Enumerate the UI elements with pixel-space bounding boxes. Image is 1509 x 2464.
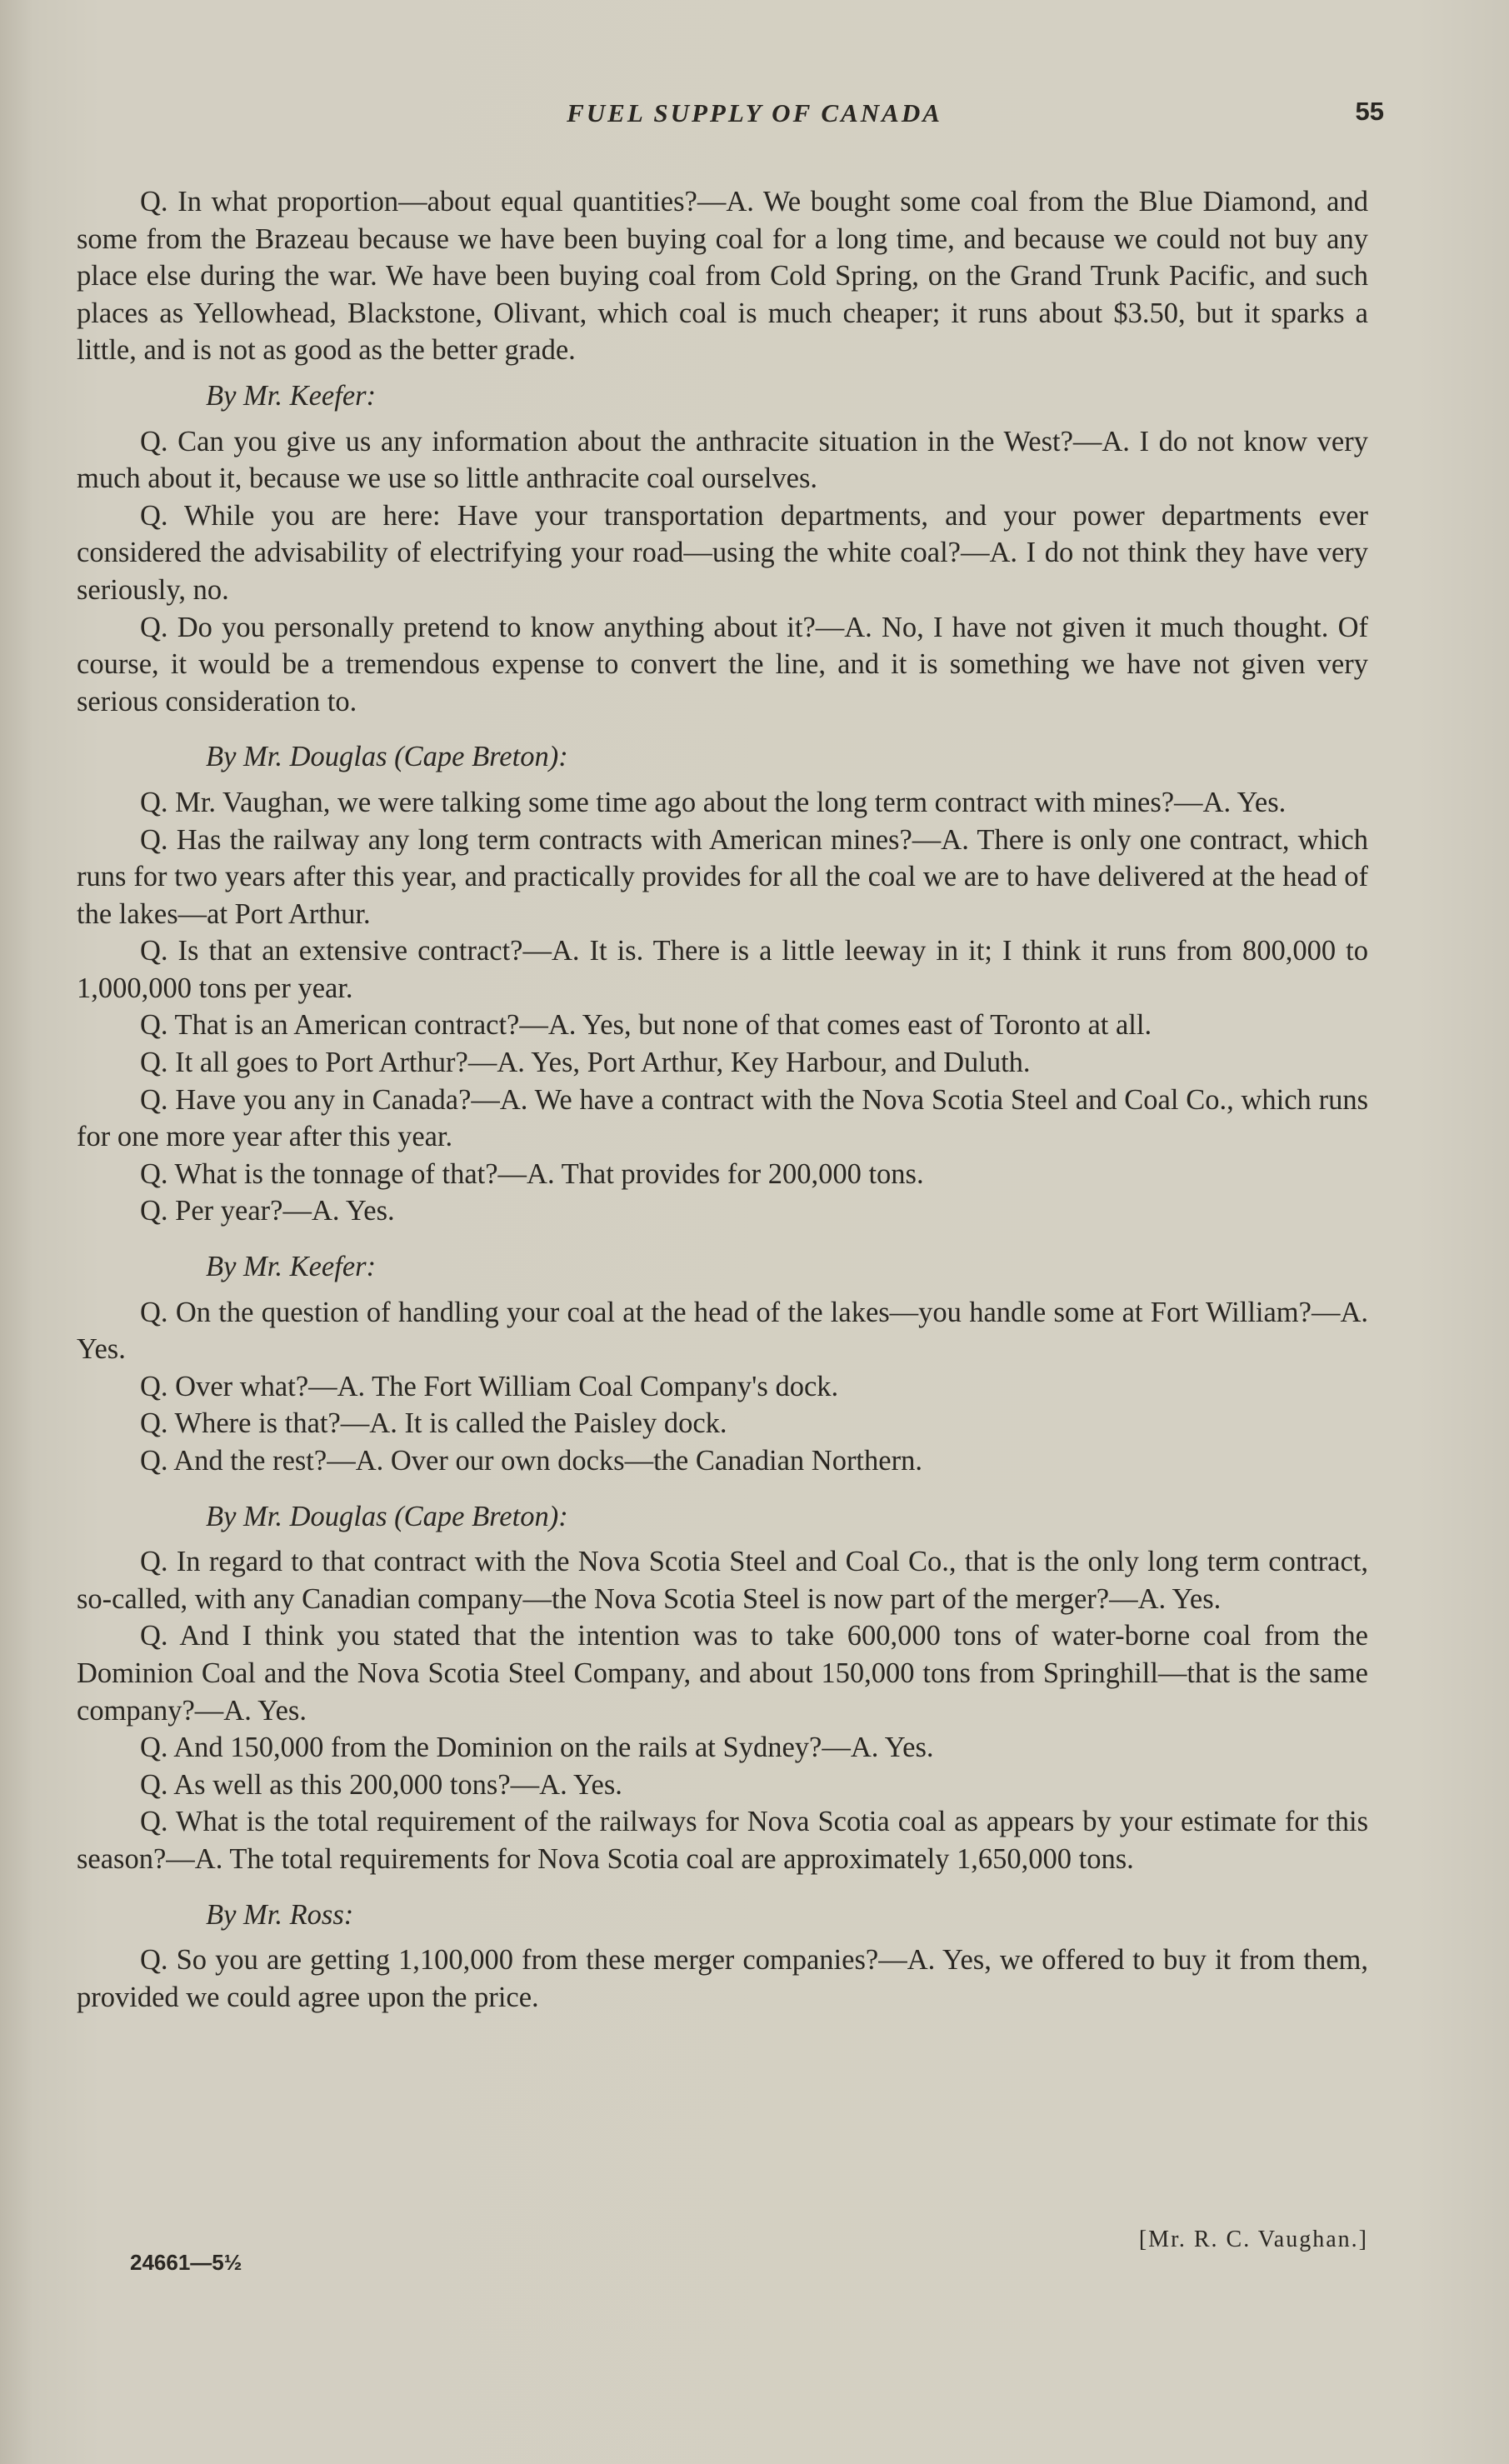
testimony-paragraph: Q. Can you give us any information about the anthracite situation in the West?—A. I do not know very much about it, because we use so little anthracite coal ourselves. [77, 425, 1368, 495]
testimony-paragraph: Q. Has the railway any long term contracts with American mines?—A. There is only one contract, which runs for two years after this year, and practically provides for all the coal we are to have delivered at the head of the lakes—at Port Arthur. [77, 823, 1368, 930]
page-number: 55 [1355, 97, 1384, 126]
printer-signature: 24661—5½ [130, 2250, 242, 2275]
testimony-paragraph: Q. While you are here: Have your transportation departments, and your power departments ever considered the advisability of electrifying your road—using the white coal?—A. I do not think they have very seriously, no. [77, 499, 1368, 606]
testimony-paragraph: Q. What is the total requirement of the railways for Nova Scotia coal as appears by your estimate for this season?—A. The total requirements for Nova Scotia coal are approximately 1,650,000 tons. [77, 1806, 1368, 1875]
speaker-heading: By Mr. Ross: [206, 1898, 354, 1931]
testimony-paragraph: Q. And 150,000 from the Dominion on the rails at Sydney?—A. Yes. [140, 1732, 934, 1764]
testimony-paragraph: Q. Mr. Vaughan, we were talking some time ago about the long term contract with mines?—A. Yes. [140, 786, 1287, 818]
speaker-heading: By Mr. Keefer: [206, 379, 377, 412]
testimony-paragraph: Q. As well as this 200,000 tons?—A. Yes. [140, 1768, 622, 1801]
testimony-paragraph: Q. Is that an extensive contract?—A. It is. There is a little leeway in it; I think it runs from 800,000 to 1,000,000 tons per year. [77, 935, 1368, 1004]
testimony-paragraph: Q. So you are getting 1,100,000 from these merger companies?—A. Yes, we offered to buy it from them, provided we could agree upon the price. [77, 1944, 1368, 2013]
testimony-paragraph: Q. Do you personally pretend to know anything about it?—A. No, I have not given it much thought. Of course, it would be a tremendous expense to convert the line, and it is something we have not given very serious consideration to. [77, 611, 1368, 717]
page-header [75, 93, 1434, 135]
testimony-paragraph: Q. Over what?—A. The Fort William Coal Company's dock. [140, 1370, 839, 1402]
testimony-paragraph: Q. Where is that?—A. It is called the Paisley dock. [140, 1407, 727, 1440]
testimony-paragraph: Q. It all goes to Port Arthur?—A. Yes, Port Arthur, Key Harbour, and Duluth. [140, 1047, 1031, 1079]
testimony-paragraph: Q. Have you any in Canada?—A. We have a contract with the Nova Scotia Steel and Coal Co., which runs for one more year after this year. [77, 1083, 1368, 1153]
testimony-body [77, 183, 1368, 2016]
testimony-paragraph: Q. And I think you stated that the intention was to take 600,000 tons of water-borne coal from the Dominion Coal and the Nova Scotia Steel Company, and about 150,000 tons from Springhill—that is the same company?—A. Yes. [77, 1620, 1368, 1727]
speaker-heading: By Mr. Douglas (Cape Breton): [206, 741, 568, 773]
testimony-paragraph: Q. Per year?—A. Yes. [140, 1195, 395, 1227]
testimony-paragraph: Q. What is the tonnage of that?—A. That provides for 200,000 tons. [140, 1157, 924, 1190]
speaker-heading: By Mr. Keefer: [206, 1251, 377, 1283]
testimony-paragraph: Q. That is an American contract?—A. Yes, but none of that comes east of Toronto at all. [140, 1009, 1152, 1042]
testimony-paragraph: Q. In regard to that contract with the Nova Scotia Steel and Coal Co., that is the only long term contract, so-called, with any Canadian company—the Nova Scotia Steel is now part of the merger?—A. Yes. [77, 1546, 1368, 1615]
testimony-paragraph: Q. And the rest?—A. Over our own docks—the Canadian Northern. [140, 1445, 922, 1477]
testimony-paragraph: Q. In what proportion—about equal quantities?—A. We bought some coal from the Blue Diamond, and some from the Brazeau because we have been buying coal for a long time, and because we could not buy any place else during the war. We have been buying coal from Cold Spring, on the Grand Trunk Pacific, and such places as Yellowhead, Blackstone, Olivant, which coal is much cheaper; it runs about $3.50, but it sparks a little, and is not as good as the better grade. [77, 186, 1368, 367]
witness-attribution: [Mr. R. C. Vaughan.] [1138, 2227, 1368, 2252]
testimony-paragraph: Q. On the question of handling your coal at the head of the lakes—you handle some at Fort William?—A. Yes. [77, 1296, 1368, 1366]
speaker-heading: By Mr. Douglas (Cape Breton): [206, 1500, 568, 1532]
running-head: FUEL SUPPLY OF CANADA [567, 98, 942, 127]
page-footer [77, 2227, 1368, 2277]
